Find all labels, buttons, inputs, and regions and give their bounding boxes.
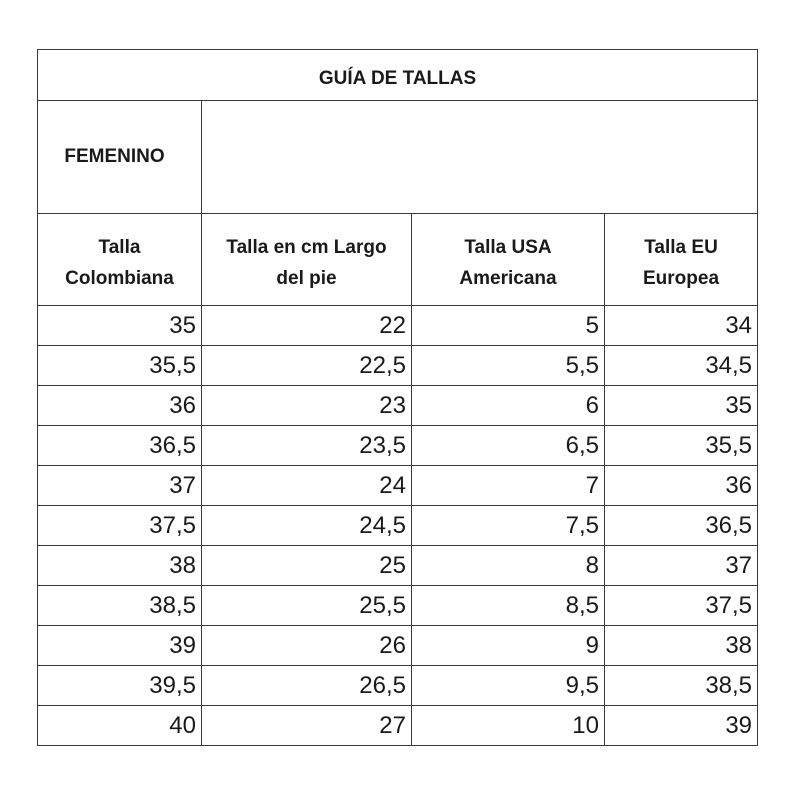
- talla-eu-cell: 38: [605, 626, 758, 666]
- talla-cm-cell: 25,5: [202, 586, 412, 626]
- talla-cm-cell: 27: [202, 706, 412, 746]
- talla-colombiana-cell: 37,5: [38, 506, 202, 546]
- talla-usa-cell: 9: [412, 626, 605, 666]
- table-row: [38, 306, 758, 346]
- talla-usa-cell: 7,5: [412, 506, 605, 546]
- size-guide-body: [38, 50, 758, 746]
- header-talla-usa: [412, 214, 605, 306]
- header-line: Talla EU: [644, 236, 718, 258]
- table-row: [38, 426, 758, 466]
- talla-colombiana-cell: 36: [38, 386, 202, 426]
- talla-cm-cell: 25: [202, 546, 412, 586]
- talla-cm-cell: 24,5: [202, 506, 412, 546]
- talla-eu-cell: 35,5: [605, 426, 758, 466]
- talla-colombiana-cell: 35: [38, 306, 202, 346]
- talla-eu-cell: 37,5: [605, 586, 758, 626]
- section-label: FEMENINO: [38, 101, 202, 214]
- talla-cm-cell: 24: [202, 466, 412, 506]
- title-row: [38, 50, 758, 101]
- talla-colombiana-cell: 40: [38, 706, 202, 746]
- header-line: Talla: [98, 236, 141, 258]
- talla-eu-cell: 35: [605, 386, 758, 426]
- section-row: [38, 101, 758, 214]
- header-line: Europea: [643, 267, 720, 289]
- talla-cm-cell: 26: [202, 626, 412, 666]
- header-line: del pie: [276, 267, 337, 289]
- talla-usa-cell: 8: [412, 546, 605, 586]
- section-empty-cell: [202, 101, 758, 214]
- talla-cm-cell: 22,5: [202, 346, 412, 386]
- table-row: [38, 346, 758, 386]
- talla-colombiana-cell: 38,5: [38, 586, 202, 626]
- talla-usa-cell: 5: [412, 306, 605, 346]
- talla-colombiana-cell: 35,5: [38, 346, 202, 386]
- talla-colombiana-cell: 36,5: [38, 426, 202, 466]
- talla-usa-cell: 8,5: [412, 586, 605, 626]
- header-line: Colombiana: [65, 267, 174, 289]
- talla-eu-cell: 34: [605, 306, 758, 346]
- talla-usa-cell: 7: [412, 466, 605, 506]
- header-line: Americana: [459, 267, 557, 289]
- talla-eu-cell: 36: [605, 466, 758, 506]
- table-row: [38, 586, 758, 626]
- talla-colombiana-cell: 39,5: [38, 666, 202, 706]
- talla-usa-cell: 5,5: [412, 346, 605, 386]
- header-line: Talla USA: [464, 236, 552, 258]
- size-guide-table: [37, 49, 758, 746]
- header-talla-cm: [202, 214, 412, 306]
- header-row: [38, 214, 758, 306]
- table-row: [38, 506, 758, 546]
- talla-usa-cell: 6: [412, 386, 605, 426]
- table-row: [38, 626, 758, 666]
- talla-colombiana-cell: 39: [38, 626, 202, 666]
- talla-eu-cell: 39: [605, 706, 758, 746]
- talla-cm-cell: 22: [202, 306, 412, 346]
- talla-usa-cell: 10: [412, 706, 605, 746]
- table-row: [38, 546, 758, 586]
- talla-colombiana-cell: 38: [38, 546, 202, 586]
- table-row: [38, 666, 758, 706]
- talla-cm-cell: 23,5: [202, 426, 412, 466]
- header-talla-eu: [605, 214, 758, 306]
- header-talla-colombiana: [38, 214, 202, 306]
- table-row: [38, 706, 758, 746]
- talla-usa-cell: 9,5: [412, 666, 605, 706]
- talla-eu-cell: 36,5: [605, 506, 758, 546]
- table-row: [38, 386, 758, 426]
- talla-eu-cell: 34,5: [605, 346, 758, 386]
- talla-cm-cell: 23: [202, 386, 412, 426]
- talla-eu-cell: 37: [605, 546, 758, 586]
- talla-cm-cell: 26,5: [202, 666, 412, 706]
- talla-eu-cell: 38,5: [605, 666, 758, 706]
- table-row: [38, 466, 758, 506]
- header-line: Talla en cm Largo: [226, 236, 387, 258]
- talla-usa-cell: 6,5: [412, 426, 605, 466]
- talla-colombiana-cell: 37: [38, 466, 202, 506]
- table-title: GUÍA DE TALLAS: [38, 50, 758, 101]
